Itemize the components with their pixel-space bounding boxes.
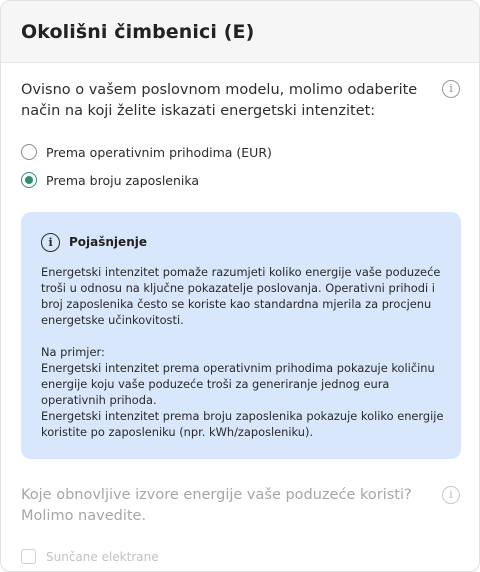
radio-button[interactable] bbox=[21, 172, 37, 188]
card-header bbox=[1, 1, 479, 63]
info-icon[interactable]: i bbox=[442, 486, 460, 504]
explanation-title: Pojašnjenje bbox=[69, 235, 147, 249]
card-title: Okolišni čimbenici (E) bbox=[21, 21, 255, 43]
explanation-box bbox=[21, 212, 461, 459]
checkbox-option-solar[interactable] bbox=[21, 549, 159, 564]
radio-button[interactable] bbox=[21, 144, 37, 160]
energy-intensity-question: Ovisno o vašem poslovnom modelu, molimo odaberite način na koji želite iskazati energetski intenzitet: bbox=[21, 82, 418, 119]
explanation-paragraph: Energetski intenzitet pomaže razumjeti koliko energije vaše poduzeće troši u odnosu na ključne pokazatelje poslovanja. Operativni prihodi i broj zaposlenika često se koriste kao standardna mjerila za procjenu energetske učinkovitosti. bbox=[41, 265, 441, 327]
radio-option-operating-revenue[interactable] bbox=[21, 143, 272, 161]
radio-option-employees[interactable] bbox=[21, 171, 199, 189]
info-icon: i bbox=[41, 233, 60, 252]
renewable-energy-question: Koje obnovljive izvore energije vaše poduzeće koristi? Molimo navedite. bbox=[21, 487, 412, 524]
example-revenue: Energetski intenzitet prema operativnim prihodima pokazuje količinu energije koju vaše poduzeće troši za generiranje jednog eura operativnih prihoda. bbox=[41, 361, 435, 407]
radio-label: Prema broju zaposlenika bbox=[46, 172, 200, 188]
example-heading: Na primjer: bbox=[41, 345, 105, 359]
info-icon[interactable]: i bbox=[442, 80, 460, 98]
example-employees: Energetski intenzitet prema broju zaposlenika pokazuje koliko energije koristite po zaposleniku (npr. kWh/zaposleniku). bbox=[41, 409, 444, 439]
checkbox[interactable] bbox=[21, 549, 36, 564]
explanation-body bbox=[41, 264, 446, 440]
radio-label: Prema operativnim prihodima (EUR) bbox=[46, 144, 272, 160]
checkbox-label: Sunčane elektrane bbox=[46, 549, 159, 564]
